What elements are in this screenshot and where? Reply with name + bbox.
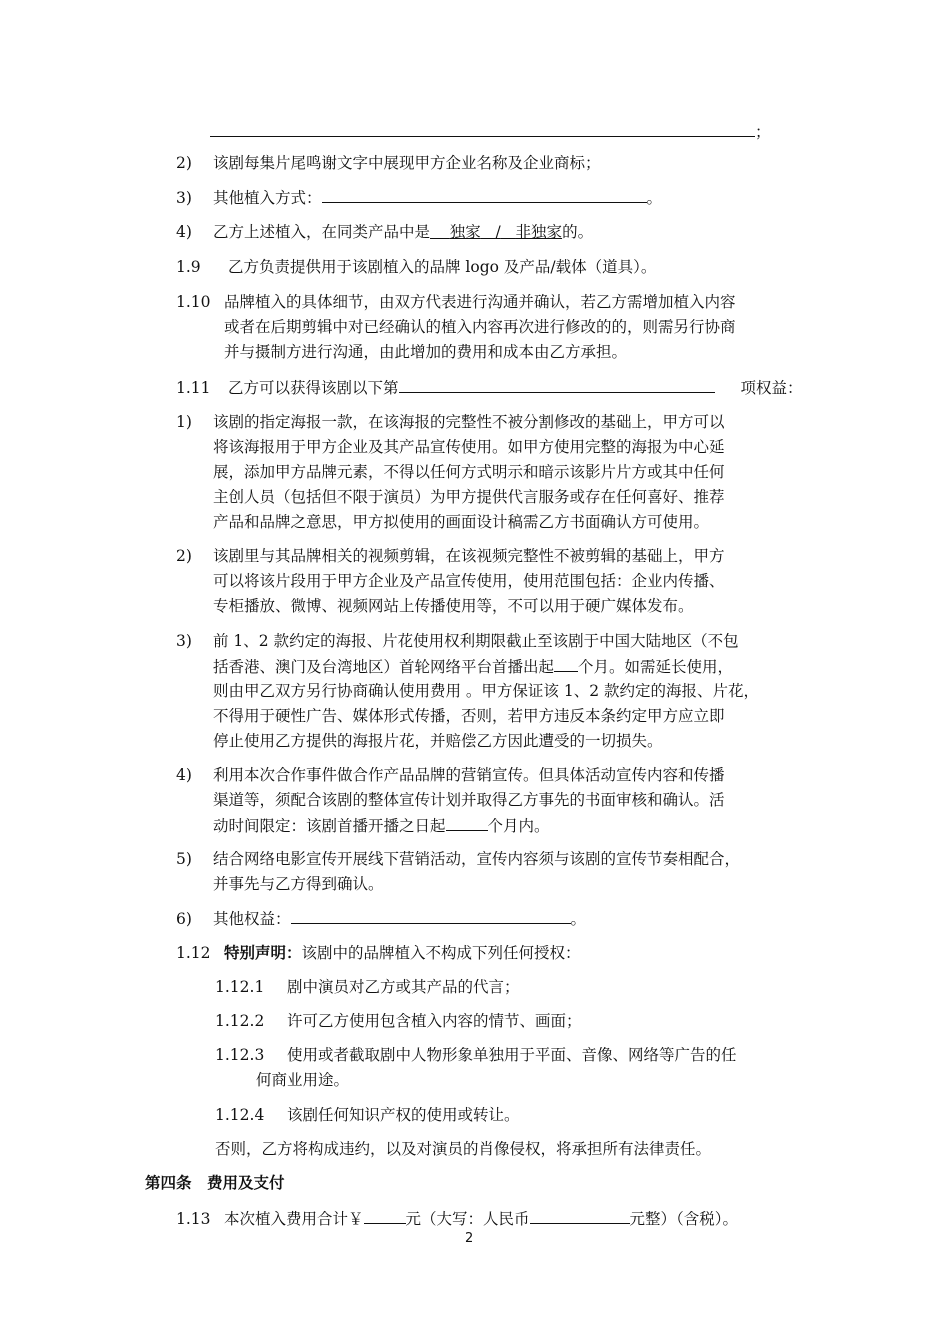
sub-clause: 1.12.1 剧中演员对乙方或其产品的代言； xyxy=(215,978,520,996)
list-item: 2) 该剧每集片尾鸣谢文字中展现甲方企业名称及企业商标； xyxy=(176,154,601,172)
article-heading: 第四条 费用及支付 xyxy=(145,1174,285,1192)
blank-line xyxy=(554,655,578,672)
blank-line xyxy=(364,1207,406,1224)
blank-line xyxy=(291,907,571,924)
blank-line xyxy=(322,186,647,203)
rights-item: 6) 其他权益： 。 xyxy=(176,907,586,930)
sub-clause: 1.12.4 该剧任何知识产权的使用或转让。 xyxy=(215,1106,520,1124)
clause-1-10-line: 并与摄制方进行沟通，由此增加的费用和成本由乙方承担。 xyxy=(224,343,628,361)
blank-line xyxy=(530,1207,630,1224)
blank-line xyxy=(446,814,488,831)
document-page: ； 2) 该剧每集片尾鸣谢文字中展现甲方企业名称及企业商标； 3) 其他植入方式： 。 4) 乙方上述植入，在同类产品中是 独家 / 非独家的。 1.9 乙方负责提供用于该剧植入的品牌 logo 及产品/载体（道具）。 1.10 品牌植入的具体细节，由双方代表进行沟通并确认，若乙方需增加植入内容 或者在后期剪辑中对已经确认的植入内容再次进行修改的的，则需另行协商 并与摄制方进行沟通，由此增加的费用和成本由乙方承担。 1.11 乙方可以获得该剧以下第 项权益： 1) 该剧的指定海报一款，在该海报的完整性不被分割修改的基础上，甲方可以 将该海报用于甲方企业及其产品宣传使用。如甲方使用完整的海报为中心延 展，添加甲方品牌元素，不得以任何方式明示和暗示该影片片方或其中任何 主创人员（包括但不限于演员）为甲方提供代言服务或存在任何喜好、推荐 产品和品牌之意思，甲方拟使用的画面设计稿需乙方书面确认方可使用。 2) 该剧里与其品牌相关的视频剪辑，在该视频完整性不被剪辑的基础上，甲方 可以将该片段用于甲方企业及产品宣传使用，使用范围包括：企业内传播、 专柜播放、微博、视频网站上传播使用等，不可以用于硬广媒体发布。 3) 前 1、2 款约定的海报、片花使用权利期限截止至该剧于中国大陆地区（不包 括香港、澳门及台湾地区）首轮网络平台首播出起 个月。如需延长使用， 则由甲乙双方另行协商确认使用费用 。甲方保证该 1、2 款约定的海报、片花， 不得用于硬性广告、媒体形式传播，否则，若甲方违反本条约定甲方应立即 停止使用乙方提供的海报片花，并赔偿乙方因此遭受的一切损失。 4) 利用本次合作事件做合作产品品牌的营销宣传。但具体活动宣传内容和传播 渠道等，须配合该剧的整体宣传计划并取得乙方事先的书面审核和确认。活 动时间限定：该剧首播开播之日起 个月内。 5) 结合网络电影宣传开展线下营销活动，宣传内容须与该剧的宣传节奏相配合， 并事先与乙方得到确认。 6) 其他权益： 。 1.12 特别声明：该剧中的品牌植入不构成下列任何授权： 1.12.1 剧中演员对乙方或其产品的代言； 1.12.2 许可乙方使用包含植入内容的情节、画面； 1.12.3 使用或者截取剧中人物形象单独用于平面、音像、网络等广告的任 何商业用途。 1.12.4 该剧任何知识产权的使用或转让。 否则，乙方将构成违约，以及对演员的肖像侵权，将承担所有法律责任。 第四条 费用及支付 1.13 本次植入费用合计￥ 元（大写：人民币 元整）（含税）。 2 xyxy=(0,0,950,1344)
blank-line xyxy=(399,376,715,393)
list-item: 3) 其他植入方式： 。 xyxy=(176,186,662,209)
clause-1-10: 1.10 品牌植入的具体细节，由双方代表进行沟通并确认，若乙方需增加植入内容 xyxy=(176,293,736,311)
list-item: 4) 乙方上述植入，在同类产品中是 独家 / 非独家的。 xyxy=(176,223,594,241)
clause-1-11: 1.11 乙方可以获得该剧以下第 项权益： xyxy=(176,376,803,399)
underlined-option: 独家 / 非独家 xyxy=(449,223,563,241)
clause-1-12: 1.12 特别声明：该剧中的品牌植入不构成下列任何授权： xyxy=(176,944,581,962)
rights-item: 1) 该剧的指定海报一款，在该海报的完整性不被分割修改的基础上，甲方可以 xyxy=(176,413,725,431)
top-fill-line: ； xyxy=(210,120,771,143)
clause-1-13: 1.13 本次植入费用合计￥ 元（大写：人民币 元整）（含税）。 xyxy=(176,1207,738,1230)
rights-item: 3) 前 1、2 款约定的海报、片花使用权利期限截止至该剧于中国大陆地区（不包 xyxy=(176,632,739,650)
clause-1-9: 1.9 乙方负责提供用于该剧植入的品牌 logo 及产品/载体（道具）。 xyxy=(176,258,657,276)
clause-1-10-line: 或者在后期剪辑中对已经确认的植入内容再次进行修改的的，则需另行协商 xyxy=(224,318,736,336)
rights-item: 5) 结合网络电影宣传开展线下营销活动，宣传内容须与该剧的宣传节奏相配合， xyxy=(176,850,741,868)
sub-clause: 1.12.3 使用或者截取剧中人物形象单独用于平面、音像、网络等广告的任 xyxy=(215,1046,737,1064)
liability-note: 否则，乙方将构成违约，以及对演员的肖像侵权，将承担所有法律责任。 xyxy=(215,1140,712,1158)
rights-item: 2) 该剧里与其品牌相关的视频剪辑，在该视频完整性不被剪辑的基础上，甲方 xyxy=(176,547,725,565)
rights-item: 4) 利用本次合作事件做合作产品品牌的营销宣传。但具体活动宣传内容和传播 xyxy=(176,766,725,784)
blank-line xyxy=(210,120,755,137)
page-number: 2 xyxy=(465,1231,474,1246)
sub-clause: 1.12.2 许可乙方使用包含植入内容的情节、画面； xyxy=(215,1012,582,1030)
